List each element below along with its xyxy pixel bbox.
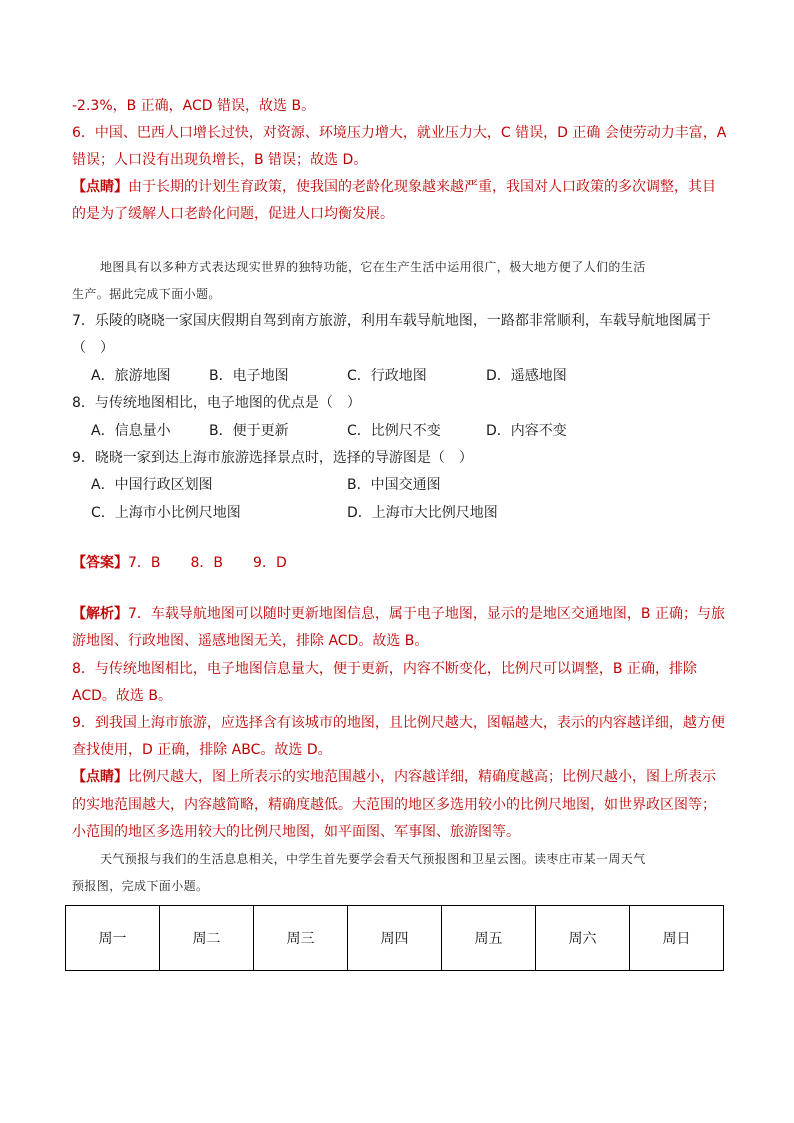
day-friday: 周五 bbox=[442, 906, 536, 971]
question-7-option-c: C．行政地图 bbox=[347, 368, 427, 384]
prev-point-line-1 bbox=[72, 177, 726, 197]
weather-forecast-table bbox=[65, 905, 724, 971]
question-8-option-d: D．内容不变 bbox=[486, 423, 567, 439]
prev-answer-line-2: 6．中国、巴西人口增长过快，对资源、环境压力增大，就业压力大，C 错误，D 正确 会使劳动力丰富，A bbox=[72, 125, 727, 141]
passage-1-line-2: 生产。据此完成下面小题。 bbox=[72, 287, 221, 301]
question-7-option-d: D．遥感地图 bbox=[486, 368, 567, 384]
table-row bbox=[66, 906, 724, 971]
prev-answer-line-1: -2.3%，B 正确，ACD 错误，故选 B。 bbox=[72, 98, 316, 114]
analysis-line-6: 查找使用，D 正确，排除 ABC。故选 D。 bbox=[72, 742, 332, 758]
analysis-line-5: 9．到我国上海市旅游，应选择含有该城市的地图，且比例尺越大，图幅越大，表示的内容越详细，越方便 bbox=[72, 715, 725, 731]
analysis-point-line-2: 的实地范围越大，内容越简略，精确度越低。大范围的地区多选用较小的比例尺地图，如世界政区图等； bbox=[72, 797, 716, 813]
analysis-point-line-1 bbox=[72, 767, 726, 787]
question-7-option-b: B．电子地图 bbox=[209, 368, 289, 384]
day-tuesday: 周二 bbox=[160, 906, 254, 971]
analysis-text-1: 7．车载导航地图可以随时更新地图信息，属于电子地图，显示的是地区交通地图，B 正确；与旅 bbox=[128, 606, 725, 622]
passage-2-line-2: 预报图，完成下面小题。 bbox=[72, 879, 209, 893]
question-8-stem: 8．与传统地图相比，电子地图的优点是（ ） bbox=[72, 395, 361, 411]
question-9-option-a: A．中国行政区划图 bbox=[91, 477, 213, 493]
day-monday: 周一 bbox=[66, 906, 160, 971]
point-tag: 【点睛】 bbox=[72, 179, 128, 195]
analysis-point-line-3: 小范围的地区多选用较大的比例尺地图，如平面图、军事图、旅游图等。 bbox=[72, 824, 520, 840]
passage-1-line-1: 地图具有以多种方式表达现实世界的独特功能，它在生产生活中运用很广，极大地方便了人们的生活 bbox=[100, 260, 646, 274]
question-7-stem: 7．乐陵的晓晓一家国庆假期自驾到南方旅游，利用车载导航地图，一路都非常顺利，车载导航地图属于 bbox=[72, 313, 711, 329]
answer-8: 8．B bbox=[190, 555, 224, 571]
point-text: 由于长期的计划生育政策，使我国的老龄化现象越来越严重，我国对人口政策的多次调整，其目 bbox=[128, 179, 716, 195]
answer-tag: 【答案】 bbox=[72, 555, 128, 571]
day-thursday: 周四 bbox=[348, 906, 442, 971]
question-8-option-b: B．便于更新 bbox=[209, 423, 289, 439]
answer-line bbox=[72, 553, 726, 573]
day-wednesday: 周三 bbox=[254, 906, 348, 971]
analysis-tag: 【解析】 bbox=[72, 606, 128, 622]
question-9-option-d: D．上海市大比例尺地图 bbox=[347, 505, 498, 521]
analysis-point-tag: 【点睛】 bbox=[72, 769, 128, 785]
analysis-point-text-1: 比例尺越大，图上所表示的实地范围越小，内容越详细，精确度越高；比例尺越小，图上所表示 bbox=[128, 769, 716, 785]
question-9-stem: 9．晓晓一家到达上海市旅游选择景点时，选择的导游图是（ ） bbox=[72, 450, 473, 466]
question-7-option-a: A．旅游地图 bbox=[91, 368, 171, 384]
prev-answer-line-3: 错误；人口没有出现负增长，B 错误；故选 D。 bbox=[72, 152, 368, 168]
analysis-line-1 bbox=[72, 604, 726, 624]
passage-2-line-1: 天气预报与我们的生活息息相关，中学生首先要学会看天气预报图和卫星云图。读枣庄市某一周天气 bbox=[100, 852, 646, 866]
day-saturday: 周六 bbox=[536, 906, 630, 971]
answer-9: 9．D bbox=[253, 555, 287, 571]
question-8-option-c: C．比例尺不变 bbox=[347, 423, 441, 439]
answer-7: 7．B bbox=[128, 555, 161, 571]
day-sunday: 周日 bbox=[630, 906, 724, 971]
question-7-bracket: （ ） bbox=[72, 340, 114, 356]
analysis-line-2: 游地图、行政地图、遥感地图无关，排除 ACD。故选 B。 bbox=[72, 633, 429, 649]
analysis-line-3: 8．与传统地图相比，电子地图信息量大，便于更新，内容不断变化，比例尺可以调整，B 正确，排除 bbox=[72, 661, 697, 677]
prev-point-line-2: 的是为了缓解人口老龄化问题，促进人口均衡发展。 bbox=[72, 206, 394, 222]
analysis-line-4: ACD。故选 B。 bbox=[72, 688, 172, 704]
question-9-option-b: B．中国交通图 bbox=[347, 477, 441, 493]
question-9-option-c: C．上海市小比例尺地图 bbox=[91, 505, 241, 521]
question-8-option-a: A．信息量小 bbox=[91, 423, 171, 439]
